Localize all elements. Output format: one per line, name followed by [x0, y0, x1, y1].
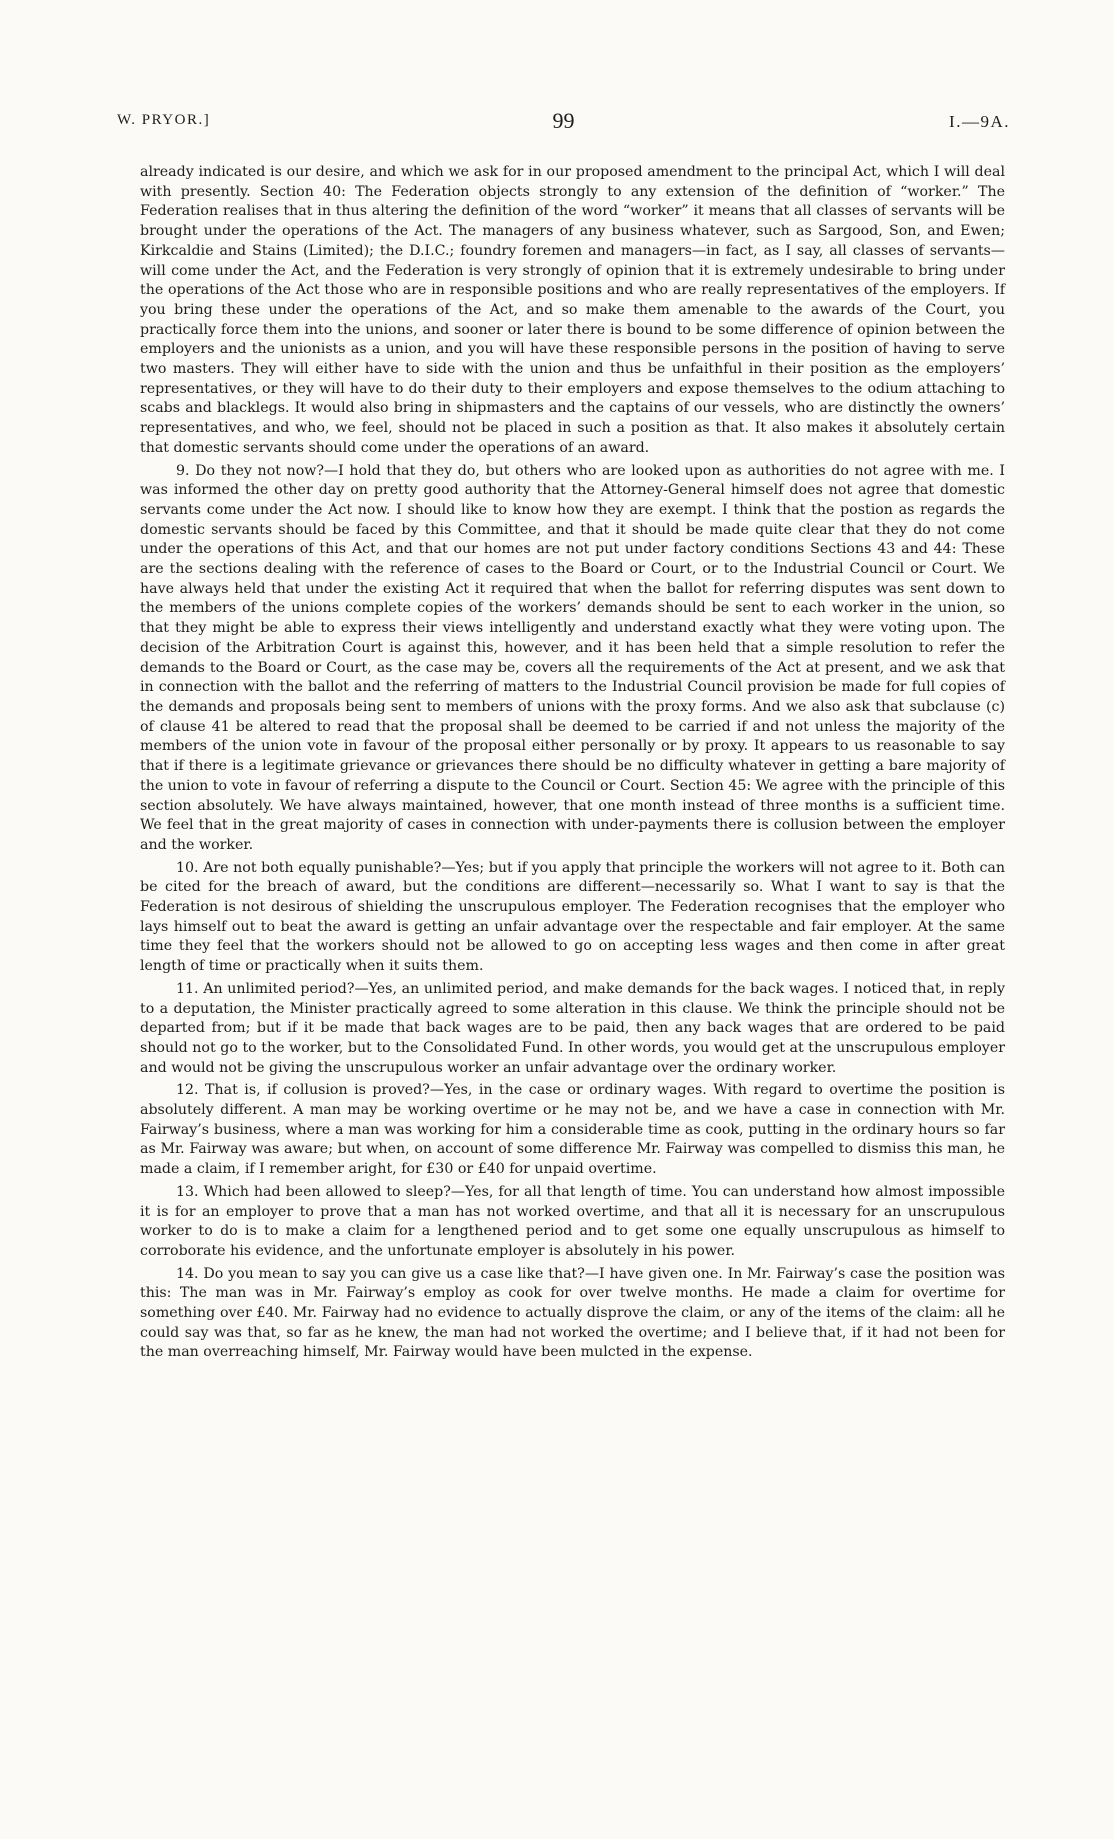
paper-reference: I.—9A.: [949, 112, 1010, 131]
paragraph-q11: 11. An unlimited period?—Yes, an unlimited period, and make demands for the back wages. I noticed that, in reply to a deputation, the Minister practically agreed to some alteration in this clause. We think the principle should not be departed from; but if it be made that back wages are to be paid, then any back wages that are ordered to be paid should not go to the worker, but to the Consolidated Fund. In other words, you would get at the unscrupulous employer and would not be giving the unscrupulous worker an unfair advantage over the ordinary worker.: [140, 980, 1005, 1076]
paragraph-q12: 12. That is, if collusion is proved?—Yes, in the case or ordinary wages. With regard to overtime the position is absolutely different. A man may be working overtime or he may not be, and we have a case in connection with Mr. Fairway’s business, where a man was working for him a considerable time as cook, putting in the ordinary hours so far as Mr. Fairway was aware; but when, on account of some difference Mr. Fairway was compelled to dismiss this man, he made a claim, if I remember aright, for £30 or £40 for unpaid overtime.: [140, 1082, 1005, 1178]
paragraph-q10: 10. Are not both equally punishable?—Yes; but if you apply that principle the workers will not agree to it. Both can be cited for the breach of award, but the conditions are different—necessarily so. What I want to say is that the Federation is not desirous of shielding the unscrupulous employer. The Federation recognises that the employer who lays himself out to beat the award is getting an unfair advantage over the respectable and fair employer. At the same time they feel that the workers should not be allowed to go on accepting less wages and then come in after great length of time or practically when it suits them.: [140, 859, 1005, 975]
paragraph-q9: 9. Do they not now?—I hold that they do, but others who are looked upon as authorities do not agree with me. I was informed the other day on pretty good authority that the Attorney-General himself does not agree that domestic servants come under the Act now. I should like to know how they are exempt. I think that the postion as regards the domestic servants should be faced by this Committee, and that it should be made quite clear that they do not come under the operations of this Act, and that our homes are not put under factory conditions Sections 43 and 44: These are the sections dealing with the reference of cases to the Board or Court, or to the Industrial Council or Court. We have always held that under the existing Act it required that when the ballot for referring disputes was sent down to the members of the unions complete copies of the workers’ demands should be sent to each worker in the union, so that they might be able to express their views intelligently and understand exactly what they were voting upon. The decision of the Arbitration Court is against this, however, and it has been held that a simple resolution to refer the demands to the Board or Court, as the case may be, covers all the requirements of the Act at present, and we ask that in connection with the ballot and the referring of matters to the Industrial Council provision be made for full copies of the demands and proposals being sent to members of unions with the proxy forms. And we also ask that subclause (c) of clause 41 be altered to read that the proposal shall be deemed to be carried if and not unless the majority of the members of the union vote in favour of the proposal either personally or by proxy. It appears to us reasonable to say that if there is a legitimate grievance or grievances there should be no difficulty whatever in getting a bare majority of the union to vote in favour of referring a dispute to the Council or Court. Section 45: We agree with the principle of this section absolutely. We have always maintained, however, that one month instead of three months is a sufficient time. We feel that in the great majority of cases in connection with under-payments there is collusion between the employer and the worker.: [140, 462, 1005, 853]
paragraph-q13: 13. Which had been allowed to sleep?—Yes, for all that length of time. You can understand how almost impossible it is for an employer to prove that a man has not worked overtime, and that all it is necessary for an unscrupulous worker to do is to make a claim for a lengthened period and to get some one equally unscrupulous as himself to corroborate his evidence, and the unfortunate employer is absolutely in his power.: [140, 1183, 1005, 1259]
page-header: [117, 108, 1010, 138]
page-number: 99: [552, 108, 575, 133]
page-body: [140, 163, 1005, 1363]
paragraph-q14: 14. Do you mean to say you can give us a case like that?—I have given one. In Mr. Fairway’s case the position was this: The man was in Mr. Fairway’s employ as cook for over twelve months. He made a claim for overtime for something over £40. Mr. Fairway had no evidence to actually disprove the claim, or any of the items of the claim: all he could say was that, so far as he knew, the man had not worked the overtime; and I believe that, if it had not been for the man overreaching himself, Mr. Fairway would have been mulcted in the expense.: [140, 1265, 1005, 1361]
paragraph-continuation: already indicated is our desire, and which we ask for in our proposed amendment to the principal Act, which I will deal with presently. Section 40: The Federation objects strongly to any extension of the definition of “worker.” The Federation realises that in thus altering the definition of the word “worker” it means that all classes of servants will be brought under the operations of the Act. The managers of any business whatever, such as Sargood, Son, and Ewen; Kirkcaldie and Stains (Limited); the D.I.C.; foundry foremen and managers—in fact, as I say, all classes of servants—will come under the Act, and the Federation is very strongly of opinion that it is extremely undesirable to bring under the operations of the Act those who are in responsible positions and who are really representatives of the employers. If you bring these under the operations of the Act, and so make them amenable to the awards of the Court, you practically force them into the unions, and sooner or later there is bound to be some difference of opinion between the employers and the unionists as a union, and you will have these responsible persons in the position of having to serve two masters. They will either have to side with the union and thus be unfaithful in their position as the employers’ representatives, or they will have to do their duty to their employers and expose themselves to the odium attaching to scabs and blacklegs. It would also bring in shipmasters and the captains of our vessels, who are distinctly the owners’ representatives, and who, we feel, should not be placed in such a position as that. It also makes it absolutely certain that domestic servants should come under the operations of an award.: [140, 164, 1005, 456]
witness-name: W. PRYOR.]: [117, 112, 211, 128]
